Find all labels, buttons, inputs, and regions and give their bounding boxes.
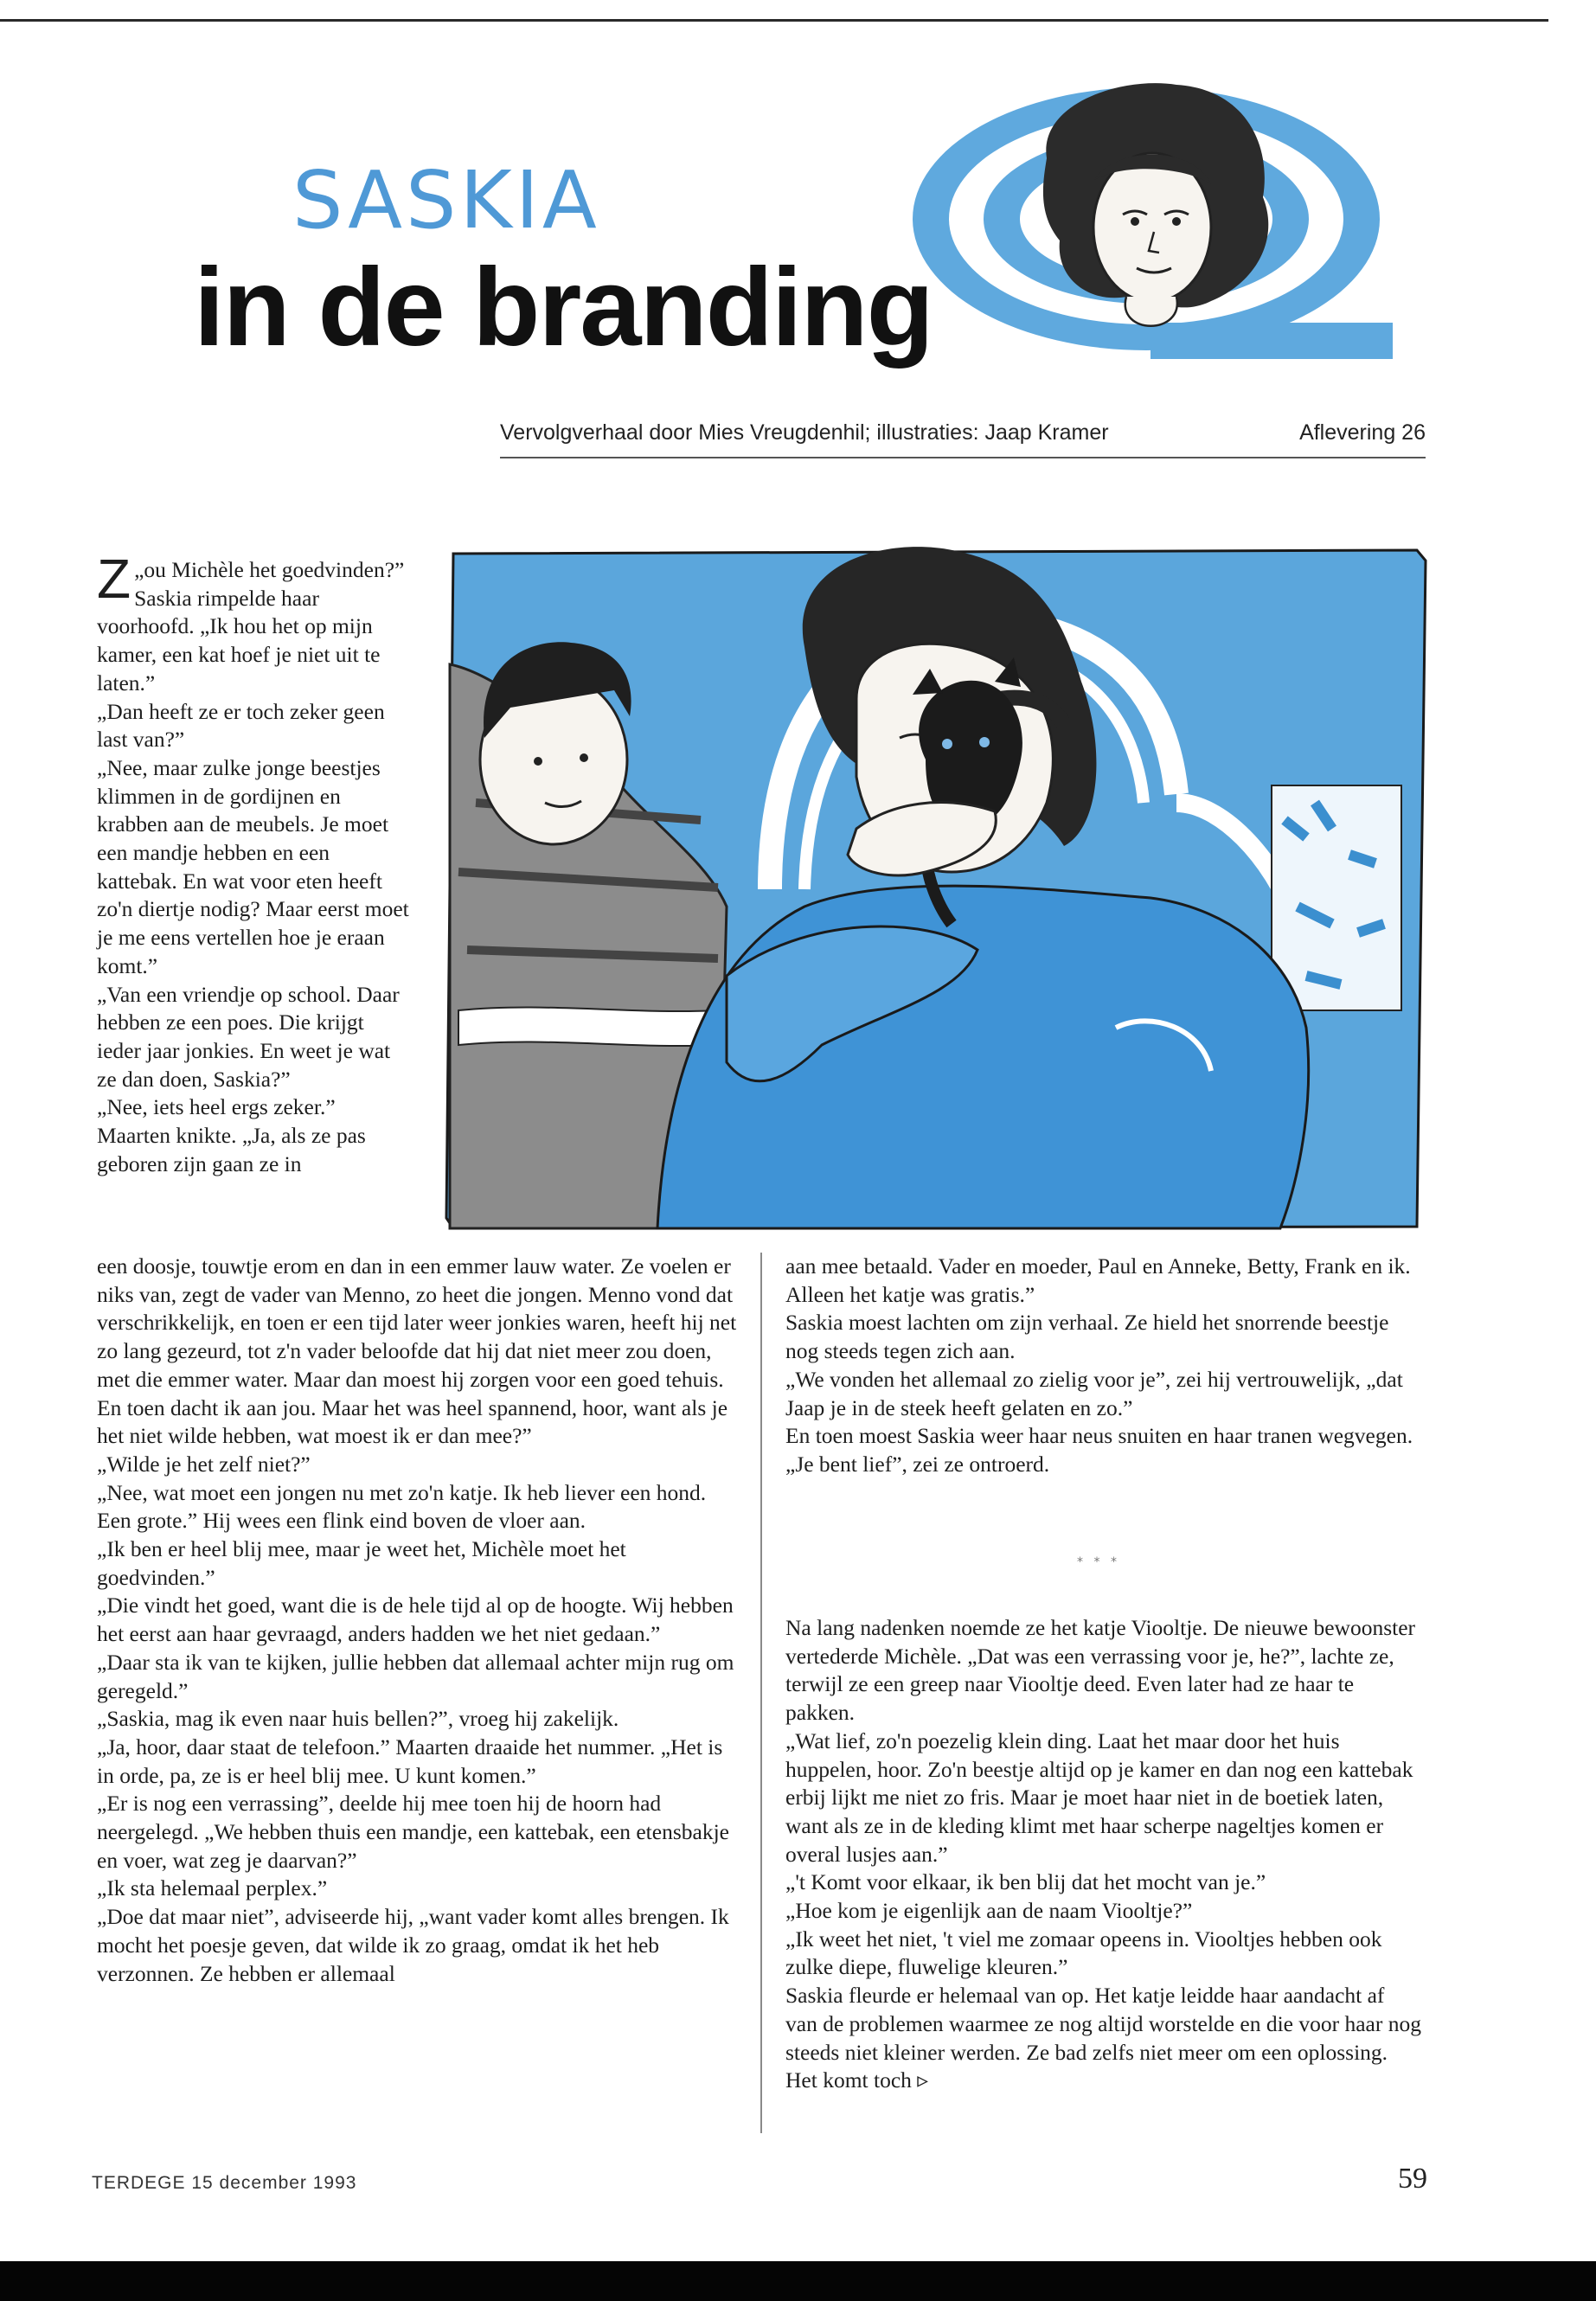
story-paragraph: „Je bent lief”, zei ze ontroerd. bbox=[785, 1451, 1050, 1477]
story-paragraph: „'t Komt voor elkaar, ik ben blij dat het mocht van je.” bbox=[785, 1869, 1266, 1895]
section-separator: * * * bbox=[1077, 1555, 1120, 1569]
dropcap: Z bbox=[97, 548, 131, 610]
story-paragraph: Na lang nadenken noemde ze het katje Viooltje. De nieuwe bewoonster vertederde Michèle. „Dat was een verrassing voor je, he?”, lachte ze, terwijl ze een greep naar Viooltje deed. Even later had ze haar te pakken. bbox=[785, 1615, 1416, 1726]
story-paragraph: aan mee betaald. Vader en moeder, Paul en Anneke, Betty, Frank en ik. Alleen het katje was gratis.” bbox=[785, 1253, 1411, 1307]
story-paragraph: „Ik ben er heel blij mee, maar je weet het, Michèle moet het goedvinden.” bbox=[97, 1536, 626, 1590]
story-title: SASKIA bbox=[292, 154, 600, 247]
story-paragraph: „Wat lief, zo'n poezelig klein ding. Laat het maar door het huis huppelen, hoor. Zo'n beestje altijd op je kamer en dan nog een kattebak erbij lijkt me niet zo fris. Maar je moet haar niet in de boetiek laten, want als ze in de kleding klimt met haar scherpe nageltjes komen er overal lusjes aan.” bbox=[785, 1727, 1413, 1867]
episode-label: Aflevering 26 bbox=[1299, 420, 1426, 445]
story-paragraph: „Hoe kom je eigenlijk aan de naam Viooltje?” bbox=[785, 1898, 1193, 1924]
story-paragraph: „Wilde je het zelf niet?” bbox=[97, 1451, 311, 1477]
story-paragraph: „Nee, iets heel ergs zeker.” bbox=[97, 1094, 336, 1120]
story-column-right-top bbox=[785, 1253, 1421, 1479]
story-paragraph: En toen moest Saskia weer haar neus snuiten en haar tranen wegvegen. bbox=[785, 1423, 1413, 1449]
main-illustration bbox=[441, 543, 1429, 1240]
story-paragraph: „Nee, maar zulke jonge beestjes klimmen in de gordijnen en krabben aan de meubels. Je moet een mandje hebben en een kattebak. En wat voor eten heeft zo'n diertje nodig? Maar eerst moet je me eens vertellen hoe je eraan komt.” bbox=[97, 754, 409, 978]
story-paragraph: „Die vindt het goed, want die is de hele tijd al op de hoogte. Wij hebben het eerst aan haar gevraagd, anders hadden we het niet gedaan.” bbox=[97, 1593, 734, 1647]
publication-footer: TERDEGE 15 december 1993 bbox=[92, 2173, 357, 2193]
story-paragraph: Saskia moest lachten om zijn verhaal. Ze hield het snorrende beestje nog steeds tegen zich aan. bbox=[785, 1310, 1389, 1364]
story-paragraph: „Dan heeft ze er toch zeker geen last van?” bbox=[97, 698, 385, 753]
story-paragraph: „Ik weet het niet, 't viel me zomaar opeens in. Viooltjes hebben ook zulke diepe, fluwelige kleuren.” bbox=[785, 1926, 1382, 1980]
story-column-intro bbox=[97, 548, 410, 1178]
story-paragraph: „We vonden het allemaal zo zielig voor je”, zei hij vertrouwelijk, „dat Jaap je in de steek heeft gelaten en zo.” bbox=[785, 1366, 1403, 1420]
story-paragraph: „Daar sta ik van te kijken, jullie hebben dat allemaal achter mijn rug om geregeld.” bbox=[97, 1649, 734, 1703]
story-paragraph: „Saskia, mag ik even naar huis bellen?”, vroeg hij zakelijk. bbox=[97, 1706, 619, 1732]
story-paragraph: „Ik sta helemaal perplex.” bbox=[97, 1875, 328, 1901]
story-paragraph: „Doe dat maar niet”, adviseerde hij, „want vader komt alles brengen. Ik mocht het poesje geven, dat wilde ik zo graag, omdat ik het heb verzonnen. Ze hebben er allemaal bbox=[97, 1904, 729, 1986]
byline: Vervolgverhaal door Mies Vreugdenhil; illustraties: Jaap Kramer bbox=[500, 420, 1109, 445]
story-paragraph: Saskia fleurde er helemaal van op. Het katje leidde haar aandacht af van de problemen waarmee ze nog altijd worstelde en die voor haar nog steeds niet kleiner werden. Ze bad zelfs niet meer om een oplossing. Het komt toch ▹ bbox=[785, 1983, 1421, 2093]
story-paragraph: „ou Michèle het goedvinden?” Saskia rimpelde haar voorhoofd. „Ik hou het op mijn kamer, een kat hoef je niet uit te laten.” bbox=[97, 557, 405, 695]
page-number: 59 bbox=[1398, 2163, 1427, 2195]
story-paragraph: „Van een vriendje op school. Daar hebben ze een poes. Die krijgt ieder jaar jonkies. En weet je wat ze dan doen, Saskia?” bbox=[97, 981, 400, 1092]
top-rule bbox=[0, 19, 1548, 22]
column-divider bbox=[760, 1253, 762, 2133]
story-paragraph: een doosje, touwtje erom en dan in een emmer lauw water. Ze voelen er niks van, zegt de vader van Menno, zo heet die jongen. Menno vond dat verschrikkelijk, en toen er een tijd later weer jonkies waren, heeft hij net zo lang gezeurd, tot z'n vader beloofde dat hij dat niet meer zou doen, met die emmer water. Maar dan moest hij zorgen voor een goed tehuis. En toen dacht ik aan jou. Maar het was heel spannend, hoor, want als je het niet wilde hebben, wat moest ik er dan mee?” bbox=[97, 1253, 737, 1449]
story-column-right-bottom bbox=[785, 1614, 1421, 2095]
story-subtitle: in de branding bbox=[194, 246, 933, 369]
story-paragraph: „Ja, hoor, daar staat de telefoon.” Maarten draaide het nummer. „Het is in orde, pa, ze is er heel blij mee. U kunt komen.” bbox=[97, 1734, 723, 1788]
story-paragraph: „Nee, wat moet een jongen nu met zo'n katje. Ik heb liever een hond. Een grote.” Hij wees een flink eind boven de vloer aan. bbox=[97, 1479, 707, 1534]
scan-edge-bar bbox=[0, 2261, 1596, 2301]
story-paragraph: „Er is nog een verrassing”, deelde hij mee toen hij de hoorn had neergelegd. „We hebben thuis een mandje, een kattebak, een etensbakje en voer, wat zeg je daarvan?” bbox=[97, 1791, 729, 1873]
story-paragraph: Maarten knikte. „Ja, als ze pas geboren zijn gaan ze in bbox=[97, 1123, 366, 1176]
story-column-left bbox=[97, 1253, 737, 1988]
header-spiral-portrait bbox=[900, 76, 1401, 375]
byline-rule bbox=[500, 457, 1426, 458]
